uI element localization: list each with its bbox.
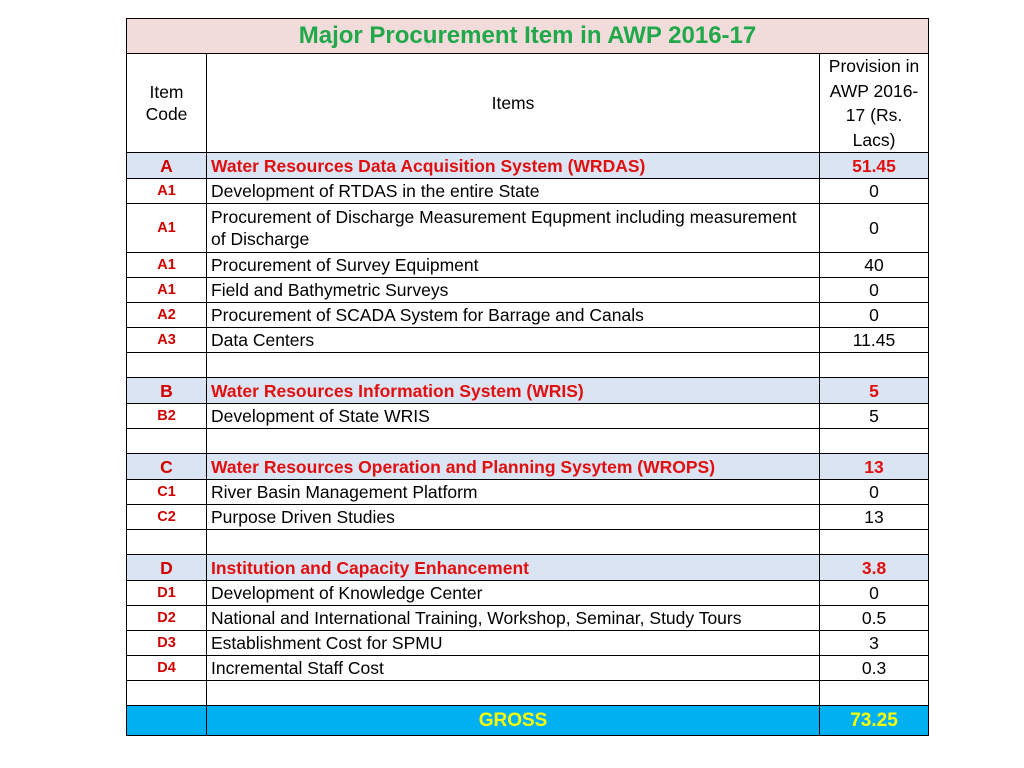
- item-code: D3: [127, 631, 207, 656]
- table-row: [127, 204, 929, 253]
- item-description: Institution and Capacity Enhancement: [207, 555, 820, 581]
- provision-value: 0.3: [820, 656, 929, 681]
- section-row: [127, 153, 929, 179]
- provision-value: 0: [820, 480, 929, 505]
- item-code: A1: [127, 204, 207, 253]
- item-code: D4: [127, 656, 207, 681]
- section-row: [127, 378, 929, 404]
- table-row: [127, 505, 929, 530]
- empty-cell: [207, 429, 820, 454]
- blank-row: [127, 530, 929, 555]
- item-description: Incremental Staff Cost: [207, 656, 820, 681]
- item-code: A2: [127, 303, 207, 328]
- provision-value: 3: [820, 631, 929, 656]
- table-row: [127, 328, 929, 353]
- item-description: Water Resources Data Acquisition System (WRDAS): [207, 153, 820, 179]
- table-row: [127, 179, 929, 204]
- table-row: [127, 581, 929, 606]
- gross-label: GROSS: [207, 706, 820, 736]
- provision-value: 51.45: [820, 153, 929, 179]
- procurement-table-container: [126, 18, 928, 736]
- table-row: [127, 278, 929, 303]
- item-description: Development of RTDAS in the entire State: [207, 179, 820, 204]
- header-items: Items: [207, 54, 820, 153]
- item-description: Procurement of Survey Equipment: [207, 253, 820, 278]
- item-code: D1: [127, 581, 207, 606]
- item-description: Development of Knowledge Center: [207, 581, 820, 606]
- item-description: Development of State WRIS: [207, 404, 820, 429]
- provision-value: 0: [820, 303, 929, 328]
- item-description: River Basin Management Platform: [207, 480, 820, 505]
- blank-row: [127, 429, 929, 454]
- empty-cell: [820, 530, 929, 555]
- empty-cell: [820, 353, 929, 378]
- item-code: A3: [127, 328, 207, 353]
- item-code: C2: [127, 505, 207, 530]
- header-item-code: Item Code: [127, 54, 207, 153]
- procurement-table: [126, 18, 929, 736]
- table-row: [127, 303, 929, 328]
- header-row: [127, 54, 929, 153]
- empty-cell: [207, 530, 820, 555]
- provision-value: 0: [820, 179, 929, 204]
- table-row: [127, 404, 929, 429]
- empty-cell: [127, 681, 207, 706]
- gross-code-cell: [127, 706, 207, 736]
- item-code: B2: [127, 404, 207, 429]
- section-row: [127, 555, 929, 581]
- empty-cell: [207, 681, 820, 706]
- item-description: Establishment Cost for SPMU: [207, 631, 820, 656]
- item-code: C1: [127, 480, 207, 505]
- provision-value: 0: [820, 278, 929, 303]
- item-code: A: [127, 153, 207, 179]
- item-code: D2: [127, 606, 207, 631]
- item-description: National and International Training, Workshop, Seminar, Study Tours: [207, 606, 820, 631]
- item-code: A1: [127, 278, 207, 303]
- item-code: D: [127, 555, 207, 581]
- item-code: A1: [127, 253, 207, 278]
- empty-cell: [207, 353, 820, 378]
- item-description: Data Centers: [207, 328, 820, 353]
- section-row: [127, 454, 929, 480]
- item-code: A1: [127, 179, 207, 204]
- empty-cell: [820, 429, 929, 454]
- provision-value: 5: [820, 378, 929, 404]
- provision-value: 40: [820, 253, 929, 278]
- header-provision: Provision in AWP 2016-17 (Rs. Lacs): [820, 54, 929, 153]
- table-row: [127, 480, 929, 505]
- item-description: Procurement of Discharge Measurement Equpment including measurement of Discharge: [207, 204, 820, 253]
- table-title: Major Procurement Item in AWP 2016-17: [127, 19, 929, 54]
- empty-cell: [820, 681, 929, 706]
- empty-cell: [127, 429, 207, 454]
- item-description: Water Resources Operation and Planning Sysytem (WROPS): [207, 454, 820, 480]
- item-description: Water Resources Information System (WRIS): [207, 378, 820, 404]
- table-row: [127, 606, 929, 631]
- table-row: [127, 253, 929, 278]
- gross-value: 73.25: [820, 706, 929, 736]
- provision-value: 0: [820, 204, 929, 253]
- blank-row: [127, 353, 929, 378]
- item-description: Field and Bathymetric Surveys: [207, 278, 820, 303]
- blank-row: [127, 681, 929, 706]
- provision-value: 0.5: [820, 606, 929, 631]
- table-row: [127, 656, 929, 681]
- provision-value: 5: [820, 404, 929, 429]
- provision-value: 3.8: [820, 555, 929, 581]
- empty-cell: [127, 530, 207, 555]
- provision-value: 0: [820, 581, 929, 606]
- provision-value: 11.45: [820, 328, 929, 353]
- gross-row: [127, 706, 929, 736]
- item-code: B: [127, 378, 207, 404]
- table-row: [127, 631, 929, 656]
- title-row: [127, 19, 929, 54]
- provision-value: 13: [820, 454, 929, 480]
- item-code: C: [127, 454, 207, 480]
- item-description: Purpose Driven Studies: [207, 505, 820, 530]
- provision-value: 13: [820, 505, 929, 530]
- item-description: Procurement of SCADA System for Barrage and Canals: [207, 303, 820, 328]
- empty-cell: [127, 353, 207, 378]
